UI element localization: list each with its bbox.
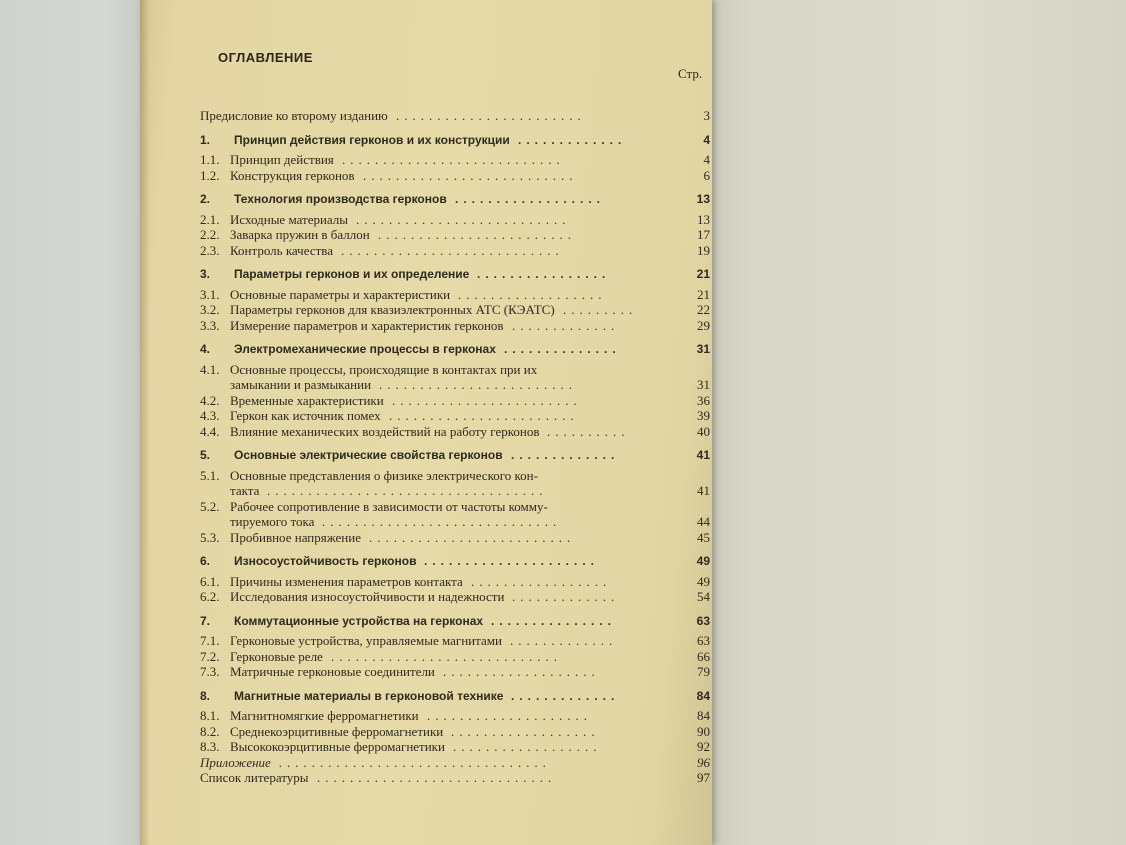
toc-leader-dots: ............. bbox=[511, 688, 620, 703]
toc-entry-number: 5.1. bbox=[200, 467, 220, 483]
toc-entry-page: 21 bbox=[697, 286, 710, 302]
toc-entry-title: Влияние механических воздействий на работу герконов bbox=[230, 423, 540, 439]
toc-entry-title: Исследования износоустойчивости и надежности bbox=[230, 589, 505, 604]
toc-entry bbox=[200, 318, 710, 334]
toc-leader-dots: ............. bbox=[510, 633, 618, 648]
toc-entry-number: 3.2. bbox=[200, 302, 220, 317]
toc-entry-page: 84 bbox=[697, 708, 710, 723]
toc-spacer bbox=[200, 605, 710, 611]
toc-entry bbox=[200, 108, 710, 124]
toc-entry-number: 1. bbox=[200, 132, 211, 147]
toc-leader-dots: ............... bbox=[491, 613, 617, 628]
toc-entry-page: 36 bbox=[697, 392, 710, 408]
toc-spacer bbox=[200, 124, 710, 130]
toc-entry-page: 96 bbox=[697, 754, 710, 770]
toc-entry-page: 63 bbox=[696, 613, 710, 628]
toc-entry-page: 44 bbox=[697, 514, 710, 529]
toc-entry-page: 79 bbox=[697, 664, 710, 679]
toc-entry bbox=[200, 755, 710, 771]
toc-spacer bbox=[200, 439, 710, 445]
toc-leader-dots: ........................ bbox=[379, 377, 577, 392]
toc-leader-dots: ............................. bbox=[317, 770, 557, 785]
toc-entry bbox=[200, 468, 710, 484]
book-page bbox=[140, 0, 712, 845]
toc-leader-dots: ............. bbox=[511, 448, 620, 462]
toc-entry bbox=[200, 499, 710, 515]
toc-entry-number: 4. bbox=[200, 342, 211, 356]
toc-entry-title: Причины изменения параметров контакта bbox=[230, 573, 463, 589]
toc-list bbox=[200, 108, 710, 786]
toc-chapter bbox=[200, 342, 710, 358]
toc-chapter bbox=[200, 554, 710, 570]
background-right bbox=[700, 0, 1126, 845]
toc-entry-title: Конструкция герконов bbox=[230, 167, 355, 183]
toc-entry bbox=[200, 574, 710, 590]
toc-entry-number: 1.2. bbox=[200, 167, 220, 183]
toc-entry bbox=[200, 664, 710, 680]
toc-entry-page: 66 bbox=[697, 648, 710, 664]
toc-leader-dots: .............. bbox=[504, 342, 621, 356]
toc-entry-number: 2.1. bbox=[200, 211, 220, 227]
toc-entry bbox=[200, 227, 710, 243]
toc-entry-title: Герконовые устройства, управляемые магнитами bbox=[230, 633, 502, 648]
toc-entry-title: Основные электрические свойства герконов bbox=[234, 448, 503, 462]
toc-entry-title: Матричные герконовые соединители bbox=[230, 664, 435, 679]
toc-chapter bbox=[200, 267, 710, 283]
toc-entry bbox=[200, 739, 710, 755]
toc-leader-dots: ................... bbox=[443, 664, 600, 679]
toc-entry-page: 19 bbox=[697, 242, 710, 258]
toc-entry-title: тируемого тока bbox=[230, 514, 315, 529]
toc-heading: ОГЛАВЛЕНИЕ bbox=[218, 50, 313, 65]
toc-entry-page: 29 bbox=[697, 317, 710, 333]
toc-entry-page: 13 bbox=[697, 211, 710, 227]
toc-entry-title: Высококоэрцитивные ферромагнетики bbox=[230, 739, 445, 754]
toc-entry-number: 2.3. bbox=[200, 242, 220, 258]
toc-entry-title: Временные характеристики bbox=[230, 392, 384, 408]
toc-entry-page: 63 bbox=[697, 633, 710, 648]
toc-entry-number: 8.2. bbox=[200, 723, 220, 739]
toc-entry-title: Предисловие ко второму изданию bbox=[200, 108, 388, 123]
toc-entry-number: 7.2. bbox=[200, 648, 220, 664]
toc-entry bbox=[200, 514, 710, 530]
toc-leader-dots: .................. bbox=[453, 739, 602, 754]
toc-entry-page: 92 bbox=[697, 739, 710, 754]
toc-entry-number: 8.1. bbox=[200, 708, 220, 723]
toc-entry-number: 8. bbox=[200, 688, 211, 703]
toc-entry-title: Исходные материалы bbox=[230, 211, 349, 227]
toc-entry-title: такта bbox=[230, 483, 260, 498]
toc-entry bbox=[200, 243, 710, 259]
toc-leader-dots: ........................ bbox=[378, 227, 576, 242]
toc-chapter bbox=[200, 614, 710, 630]
toc-entry-page: 84 bbox=[696, 688, 710, 703]
toc-entry-page: 13 bbox=[696, 192, 710, 206]
toc-entry-number: 3.3. bbox=[200, 317, 220, 333]
toc-entry-page: 54 bbox=[697, 589, 710, 604]
toc-entry-title: Технология производства герконов bbox=[234, 192, 447, 206]
toc-leader-dots: ..................... bbox=[424, 554, 600, 568]
toc-leader-dots: .................................. bbox=[267, 483, 548, 498]
toc-leader-dots: ............. bbox=[518, 132, 627, 147]
toc-leader-dots: .................. bbox=[451, 723, 600, 739]
toc-entry-page: 22 bbox=[697, 302, 710, 317]
toc-entry-number: 6.2. bbox=[200, 589, 220, 604]
toc-entry-page: 17 bbox=[697, 227, 710, 242]
toc-entry-title: Принцип действия bbox=[230, 152, 334, 167]
toc-entry-number: 5. bbox=[200, 448, 211, 462]
toc-entry-number: 7.1. bbox=[200, 633, 220, 648]
toc-leader-dots: ............................ bbox=[331, 648, 562, 664]
toc-leader-dots: ....................... bbox=[392, 392, 582, 408]
toc-chapter bbox=[200, 448, 710, 464]
toc-entry-page: 49 bbox=[697, 573, 710, 589]
toc-leader-dots: ....................... bbox=[389, 408, 579, 423]
toc-entry-page: 97 bbox=[697, 770, 710, 785]
toc-entry bbox=[200, 362, 710, 378]
toc-entry-title: Измерение параметров и характеристик герконов bbox=[230, 317, 504, 333]
toc-entry-number: 4.2. bbox=[200, 392, 220, 408]
toc-leader-dots: ......................... bbox=[369, 529, 576, 545]
toc-leader-dots: .......................... bbox=[356, 211, 571, 227]
toc-entry-title: Магнитные материалы в герконовой технике bbox=[234, 688, 504, 703]
toc-chapter bbox=[200, 689, 710, 705]
page-column-label: Стр. bbox=[678, 66, 703, 81]
toc-entry-page: 41 bbox=[697, 483, 710, 498]
toc-leader-dots: .................. bbox=[455, 192, 606, 206]
toc-entry-number: 5.2. bbox=[200, 498, 220, 514]
toc-entry-page: 40 bbox=[697, 423, 710, 439]
toc-spacer bbox=[200, 680, 710, 686]
toc-entry-page: 4 bbox=[703, 132, 710, 147]
toc-spacer bbox=[200, 545, 710, 551]
toc-entry-title: Основные параметры и характеристики bbox=[230, 286, 451, 302]
toc-entry-title: Приложение bbox=[200, 754, 271, 770]
toc-entry-number: 2.2. bbox=[200, 227, 220, 242]
toc-entry-title: Параметры герконов и их определение bbox=[234, 267, 470, 281]
toc-entry-number: 7.3. bbox=[200, 664, 220, 679]
toc-spacer bbox=[200, 183, 710, 189]
toc-entry-number: 3. bbox=[200, 267, 211, 281]
toc-entry-number: 4.1. bbox=[200, 361, 220, 377]
toc-leader-dots: ................................. bbox=[279, 754, 552, 770]
toc-leader-dots: ........................... bbox=[341, 242, 564, 258]
toc-leader-dots: ........................... bbox=[342, 152, 565, 167]
toc-entry-page: 45 bbox=[697, 529, 710, 545]
toc-entry-title: Заварка пружин в баллон bbox=[230, 227, 370, 242]
toc-entry bbox=[200, 724, 710, 740]
toc-entry-page: 49 bbox=[696, 554, 710, 568]
toc-entry bbox=[200, 302, 710, 318]
toc-entry-page: 3 bbox=[703, 108, 710, 123]
toc-leader-dots: ............................. bbox=[322, 514, 562, 529]
toc-entry bbox=[200, 212, 710, 228]
background-left bbox=[0, 0, 150, 845]
page-gutter-shadow bbox=[140, 0, 150, 845]
toc-entry-number: 4.4. bbox=[200, 423, 220, 439]
toc-entry-title: Износоустойчивость герконов bbox=[234, 554, 417, 568]
toc-entry bbox=[200, 168, 710, 184]
toc-leader-dots: .......... bbox=[547, 423, 630, 439]
toc-entry-page: 90 bbox=[697, 723, 710, 739]
toc-entry-number: 6.1. bbox=[200, 573, 220, 589]
toc-entry-title: Основные процессы, происходящие в контактах при их bbox=[230, 361, 538, 377]
toc-spacer bbox=[200, 333, 710, 339]
toc-entry-page: 4 bbox=[703, 152, 710, 167]
toc-entry bbox=[200, 530, 710, 546]
toc-entry bbox=[200, 708, 710, 724]
toc-entry-number: 2. bbox=[200, 192, 211, 206]
toc-entry bbox=[200, 633, 710, 649]
toc-entry bbox=[200, 287, 710, 303]
toc-entry bbox=[200, 589, 710, 605]
toc-chapter bbox=[200, 192, 710, 208]
toc-entry bbox=[200, 770, 710, 786]
toc-entry-number: 6. bbox=[200, 554, 211, 568]
toc-entry bbox=[200, 377, 710, 393]
toc-entry-number: 3.1. bbox=[200, 286, 220, 302]
toc-entry-title: Контроль качества bbox=[230, 242, 334, 258]
toc-leader-dots: ............. bbox=[512, 589, 620, 604]
toc-entry bbox=[200, 424, 710, 440]
toc-leader-dots: ......... bbox=[563, 302, 638, 317]
toc-entry-page: 21 bbox=[696, 267, 710, 281]
toc-entry-page: 39 bbox=[697, 408, 710, 423]
toc-entry-title: Коммутационные устройства на герконах bbox=[234, 613, 484, 628]
toc-entry bbox=[200, 408, 710, 424]
toc-entry-number: 4.3. bbox=[200, 408, 220, 423]
toc-entry bbox=[200, 649, 710, 665]
toc-entry-title: замыкании и размыкании bbox=[230, 377, 372, 392]
toc-entry-title: Магнитномягкие ферромагнетики bbox=[230, 708, 419, 723]
toc-entry-number: 8.3. bbox=[200, 739, 220, 754]
toc-entry-number: 5.3. bbox=[200, 529, 220, 545]
toc-entry-page: 31 bbox=[696, 342, 710, 356]
toc-leader-dots: .................. bbox=[458, 286, 607, 302]
toc-chapter bbox=[200, 133, 710, 149]
toc-entry-title: Геркон как источник помех bbox=[230, 408, 381, 423]
toc-leader-dots: ............. bbox=[512, 317, 620, 333]
toc-entry-title: Рабочее сопротивление в зависимости от частоты комму- bbox=[230, 498, 548, 514]
toc-entry-page: 31 bbox=[697, 377, 710, 392]
toc-entry bbox=[200, 152, 710, 168]
toc-entry-number: 7. bbox=[200, 613, 211, 628]
toc-entry-page: 41 bbox=[696, 448, 710, 462]
toc-entry-title: Пробивное напряжение bbox=[230, 529, 361, 545]
toc-leader-dots: .......................... bbox=[363, 167, 578, 183]
toc-entry-number: 1.1. bbox=[200, 152, 220, 167]
toc-entry-title: Список литературы bbox=[200, 770, 309, 785]
toc-entry-title: Принцип действия герконов и их конструкции bbox=[234, 132, 510, 147]
toc-leader-dots: .................... bbox=[427, 708, 592, 723]
toc-leader-dots: ................. bbox=[471, 573, 612, 589]
toc-spacer bbox=[200, 258, 710, 264]
toc-entry-title: Основные представления о физике электрического кон- bbox=[230, 467, 538, 483]
toc-entry bbox=[200, 483, 710, 499]
toc-entry-title: Параметры герконов для квазиэлектронных АТС (КЭАТС) bbox=[230, 302, 555, 317]
toc-leader-dots: ................ bbox=[477, 267, 611, 281]
toc-entry bbox=[200, 393, 710, 409]
toc-entry-title: Герконовые реле bbox=[230, 648, 323, 664]
toc-leader-dots: ....................... bbox=[396, 108, 586, 123]
toc-entry-title: Среднекоэрцитивные ферромагнетики bbox=[230, 723, 444, 739]
toc-entry-title: Электромеханические процессы в герконах bbox=[234, 342, 496, 356]
toc-entry-page: 6 bbox=[703, 167, 710, 183]
